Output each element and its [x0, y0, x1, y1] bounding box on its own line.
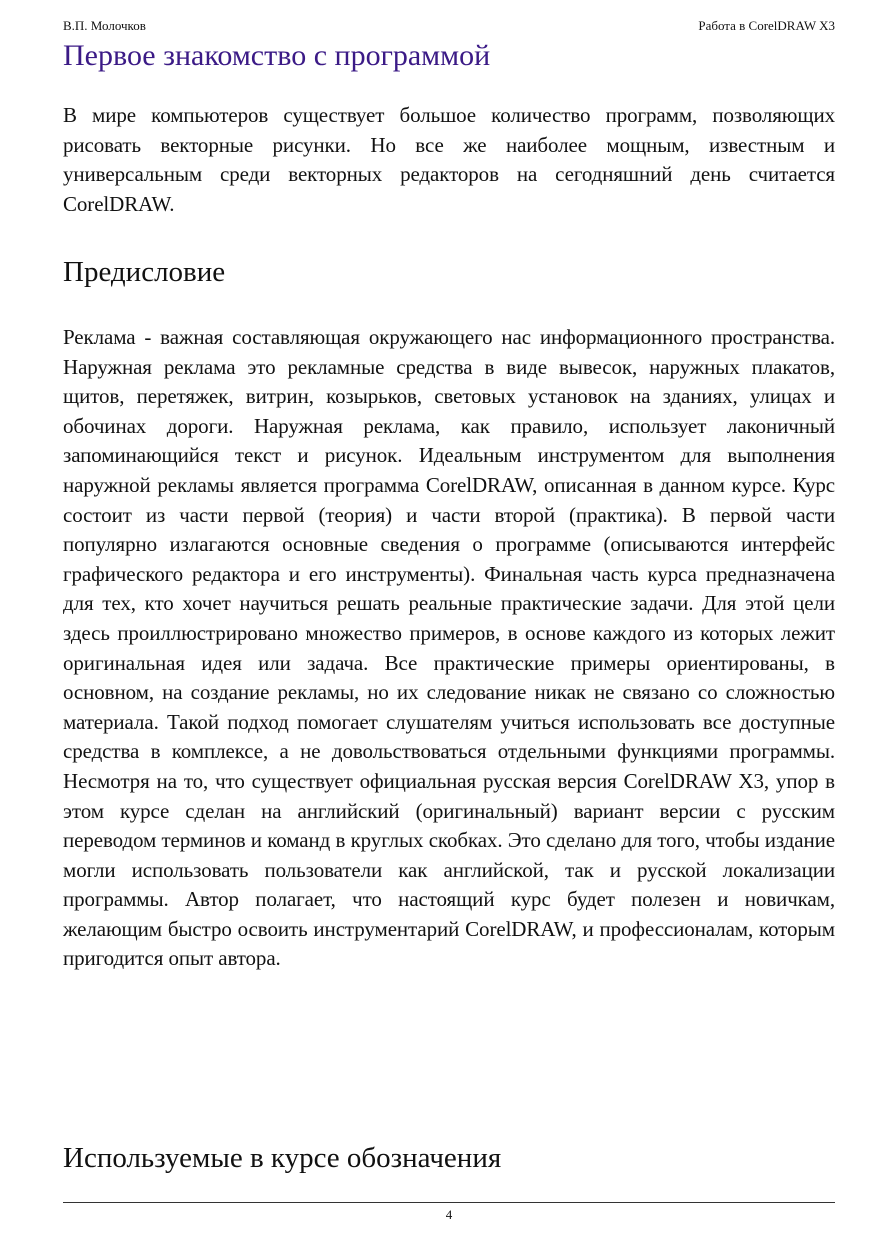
page-header	[63, 17, 835, 35]
notation-heading: Используемые в курсе обозначения	[63, 1142, 502, 1174]
preface-paragraph: Реклама - важная составляющая окружающего нас информационного пространства. Наружная реклама это рекламные средства в виде вывесок, наружных плакатов, щитов, перетяжек, витрин, козырьков, световых установок на зданиях, улицах и обочинах дороги. Наружная реклама, как правило, использует лаконичный запоминающийся текст и рисунок. Идеальным инструментом для выполнения наружной рекламы является программа CorelDRAW, описанная в данном курсе. Курс состоит из части первой (теория) и части второй (практика). В первой части популярно излагаются основные сведения о программе (описываются интерфейс графического редактора и его инструменты). Финальная часть курса предназначена для тех, кто хочет научиться решать реальные практические задачи. Для этой цели здесь проиллюстрировано множество примеров, в основе каждого из которых лежит оригинальная идея или задача. Все практические примеры ориентированы, в основном, на создание рекламы, но их следование никак не связано со сложностью материала. Такой подход помогает слушателям учиться использовать все доступные средства в комплексе, а не довольствоваться отдельными функциями программы. Несмотря на то, что существует официальная русская версия CorelDRAW X3, упор в этом курсе сделан на английский (оригинальный) вариант версии с русским переводом терминов и команд в круглых скобках. Это сделано для того, чтобы издание могли использовать пользователи как английской, так и русской локализации программы. Автор полагает, что настоящий курс будет полезен и новичкам, желающим быстро освоить инструментарий CorelDRAW, и профессионалам, которым пригодится опыт автора.	[63, 325, 835, 971]
page-number: 4	[445, 1207, 453, 1222]
header-book-title: Работа в CorelDRAW X3	[698, 18, 835, 33]
intro-paragraph: В мире компьютеров существует большое количество программ, позволяющих рисовать векторные рисунки. Но все же наиболее мощным, известным и универсальным среди векторных редакторов на сегодняшний день считается CorelDRAW.	[63, 103, 835, 216]
chapter-title: Первое знакомство с программой	[63, 39, 491, 72]
header-author: В.П. Молочков	[63, 18, 146, 33]
footer-divider	[63, 1202, 835, 1203]
preface-heading: Предисловие	[63, 256, 226, 288]
